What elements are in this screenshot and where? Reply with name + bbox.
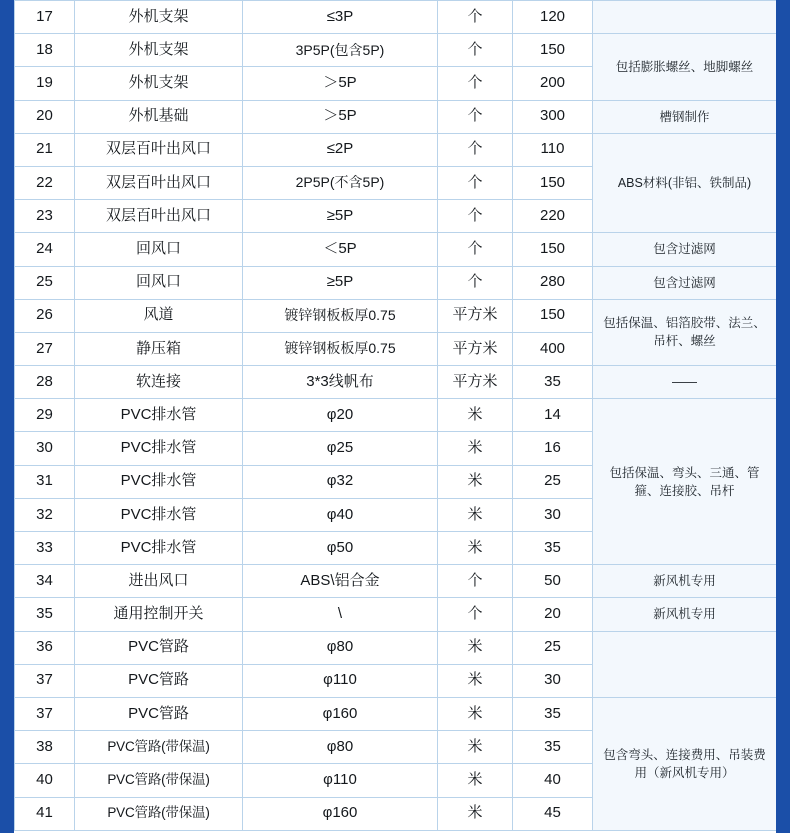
table-row [15,631,777,664]
row-unit-cell: 米 [438,797,513,830]
table-row [15,1,777,34]
row-unit-cell: 个 [438,34,513,67]
row-spec-cell: ≤2P [243,133,438,166]
row-spec-cell: 3P5P(包含5P) [243,34,438,67]
row-note-cell: 包含过滤网 [593,266,777,299]
row-unit-cell: 个 [438,266,513,299]
row-price-cell: 150 [513,166,593,199]
row-note-cell: 新风机专用 [593,565,777,598]
row-item-cell: PVC管路(带保温) [75,731,243,764]
row-unit-cell: 个 [438,598,513,631]
row-number-cell: 31 [15,465,75,498]
row-item-cell: 进出风口 [75,565,243,598]
row-unit-cell: 米 [438,432,513,465]
table-row [15,266,777,299]
row-note-cell: ABS材料(非铝、铁制品) [593,133,777,233]
row-number-cell: 24 [15,233,75,266]
row-spec-cell: φ20 [243,399,438,432]
row-number-cell: 34 [15,565,75,598]
row-note-cell: 包含过滤网 [593,233,777,266]
row-number-cell: 20 [15,100,75,133]
row-number-cell: 25 [15,266,75,299]
row-number-cell: 41 [15,797,75,830]
table-row [15,100,777,133]
row-spec-cell: φ32 [243,465,438,498]
row-spec-cell: φ110 [243,764,438,797]
row-price-cell: 25 [513,631,593,664]
row-price-cell: 280 [513,266,593,299]
row-spec-cell: ≥5P [243,266,438,299]
row-spec-cell: ≥5P [243,200,438,233]
row-item-cell: 双层百叶出风口 [75,166,243,199]
row-item-cell: 双层百叶出风口 [75,133,243,166]
row-item-cell: 风道 [75,299,243,332]
row-price-cell: 35 [513,731,593,764]
row-price-cell: 220 [513,200,593,233]
row-unit-cell: 米 [438,664,513,697]
row-price-cell: 25 [513,465,593,498]
row-unit-cell: 个 [438,200,513,233]
row-note-cell: 槽钢制作 [593,100,777,133]
row-unit-cell: 米 [438,532,513,565]
row-price-cell: 35 [513,697,593,730]
row-number-cell: 27 [15,332,75,365]
row-unit-cell: 米 [438,465,513,498]
row-number-cell: 22 [15,166,75,199]
row-note-cell: 包括保温、弯头、三通、管箍、连接胶、吊杆 [593,399,777,565]
row-unit-cell: 个 [438,67,513,100]
row-item-cell: 外机支架 [75,67,243,100]
row-price-cell: 50 [513,565,593,598]
row-price-cell: 200 [513,67,593,100]
row-spec-cell: ＜5P [243,233,438,266]
row-item-cell: 回风口 [75,266,243,299]
row-price-cell: 40 [513,764,593,797]
row-spec-cell: φ50 [243,532,438,565]
row-spec-cell: ≤3P [243,1,438,34]
table-row [15,399,777,432]
row-item-cell: PVC管路 [75,631,243,664]
row-item-cell: PVC管路 [75,664,243,697]
row-spec-cell: ABS\铝合金 [243,565,438,598]
row-number-cell: 37 [15,697,75,730]
row-number-cell: 35 [15,598,75,631]
row-number-cell: 30 [15,432,75,465]
row-note-cell: 包含弯头、连接费用、吊装费用（新风机专用） [593,697,777,830]
row-item-cell: 静压箱 [75,332,243,365]
row-unit-cell: 个 [438,565,513,598]
row-number-cell: 33 [15,532,75,565]
row-number-cell: 36 [15,631,75,664]
row-price-cell: 150 [513,34,593,67]
row-price-cell: 300 [513,100,593,133]
row-item-cell: 通用控制开关 [75,598,243,631]
row-item-cell: PVC排水管 [75,465,243,498]
right-blue-rail [776,0,790,833]
row-spec-cell: φ110 [243,664,438,697]
row-item-cell: PVC管路(带保温) [75,797,243,830]
row-item-cell: 回风口 [75,233,243,266]
row-price-cell: 35 [513,532,593,565]
row-unit-cell: 个 [438,100,513,133]
row-item-cell: 外机基础 [75,100,243,133]
row-unit-cell: 米 [438,399,513,432]
row-number-cell: 23 [15,200,75,233]
row-unit-cell: 平方米 [438,366,513,399]
row-unit-cell: 米 [438,731,513,764]
row-number-cell: 37 [15,664,75,697]
table-row [15,34,777,67]
row-price-cell: 110 [513,133,593,166]
row-unit-cell: 米 [438,697,513,730]
row-unit-cell: 平方米 [438,299,513,332]
row-unit-cell: 米 [438,498,513,531]
row-spec-cell: φ160 [243,797,438,830]
row-item-cell: 外机支架 [75,34,243,67]
row-note-cell [593,1,777,34]
row-number-cell: 28 [15,366,75,399]
row-item-cell: PVC排水管 [75,498,243,531]
row-item-cell: PVC排水管 [75,532,243,565]
row-price-cell: 45 [513,797,593,830]
row-spec-cell: 镀锌钢板板厚0.75 [243,299,438,332]
row-price-cell: 120 [513,1,593,34]
row-price-cell: 16 [513,432,593,465]
row-unit-cell: 个 [438,233,513,266]
row-item-cell: PVC排水管 [75,399,243,432]
row-spec-cell: φ40 [243,498,438,531]
row-price-cell: 14 [513,399,593,432]
row-spec-cell: 2P5P(不含5P) [243,166,438,199]
row-price-cell: 150 [513,299,593,332]
table-row [15,299,777,332]
row-number-cell: 32 [15,498,75,531]
table-row [15,133,777,166]
row-unit-cell: 个 [438,133,513,166]
row-price-cell: 400 [513,332,593,365]
row-number-cell: 18 [15,34,75,67]
row-spec-cell: φ160 [243,697,438,730]
row-spec-cell: φ80 [243,731,438,764]
table-row [15,233,777,266]
row-note-cell: 包括保温、铝箔胶带、法兰、吊杆、螺丝 [593,299,777,365]
price-table-body [15,1,777,831]
row-item-cell: 外机支架 [75,1,243,34]
price-sheet [14,0,776,833]
row-unit-cell: 平方米 [438,332,513,365]
row-item-cell: 双层百叶出风口 [75,200,243,233]
row-unit-cell: 米 [438,631,513,664]
row-spec-cell: φ25 [243,432,438,465]
row-unit-cell: 个 [438,1,513,34]
row-spec-cell: \ [243,598,438,631]
row-price-cell: 30 [513,664,593,697]
row-number-cell: 29 [15,399,75,432]
row-spec-cell: φ80 [243,631,438,664]
row-price-cell: 150 [513,233,593,266]
row-unit-cell: 个 [438,166,513,199]
table-row [15,598,777,631]
table-row [15,366,777,399]
row-item-cell: PVC管路 [75,697,243,730]
row-number-cell: 26 [15,299,75,332]
row-spec-cell: ＞5P [243,100,438,133]
row-number-cell: 40 [15,764,75,797]
row-note-cell: 包括膨胀螺丝、地脚螺丝 [593,34,777,100]
table-row [15,565,777,598]
row-number-cell: 17 [15,1,75,34]
row-note-cell: —— [593,366,777,399]
row-spec-cell: ＞5P [243,67,438,100]
row-item-cell: 软连接 [75,366,243,399]
row-number-cell: 21 [15,133,75,166]
left-blue-rail [0,0,14,833]
row-number-cell: 19 [15,67,75,100]
row-item-cell: PVC管路(带保温) [75,764,243,797]
row-price-cell: 30 [513,498,593,531]
row-number-cell: 38 [15,731,75,764]
row-spec-cell: 镀锌钢板板厚0.75 [243,332,438,365]
row-note-cell: 新风机专用 [593,598,777,631]
row-note-cell [593,631,777,697]
price-table [14,0,776,831]
row-item-cell: PVC排水管 [75,432,243,465]
row-spec-cell: 3*3线帆布 [243,366,438,399]
row-price-cell: 20 [513,598,593,631]
row-unit-cell: 米 [438,764,513,797]
table-row [15,697,777,730]
row-price-cell: 35 [513,366,593,399]
